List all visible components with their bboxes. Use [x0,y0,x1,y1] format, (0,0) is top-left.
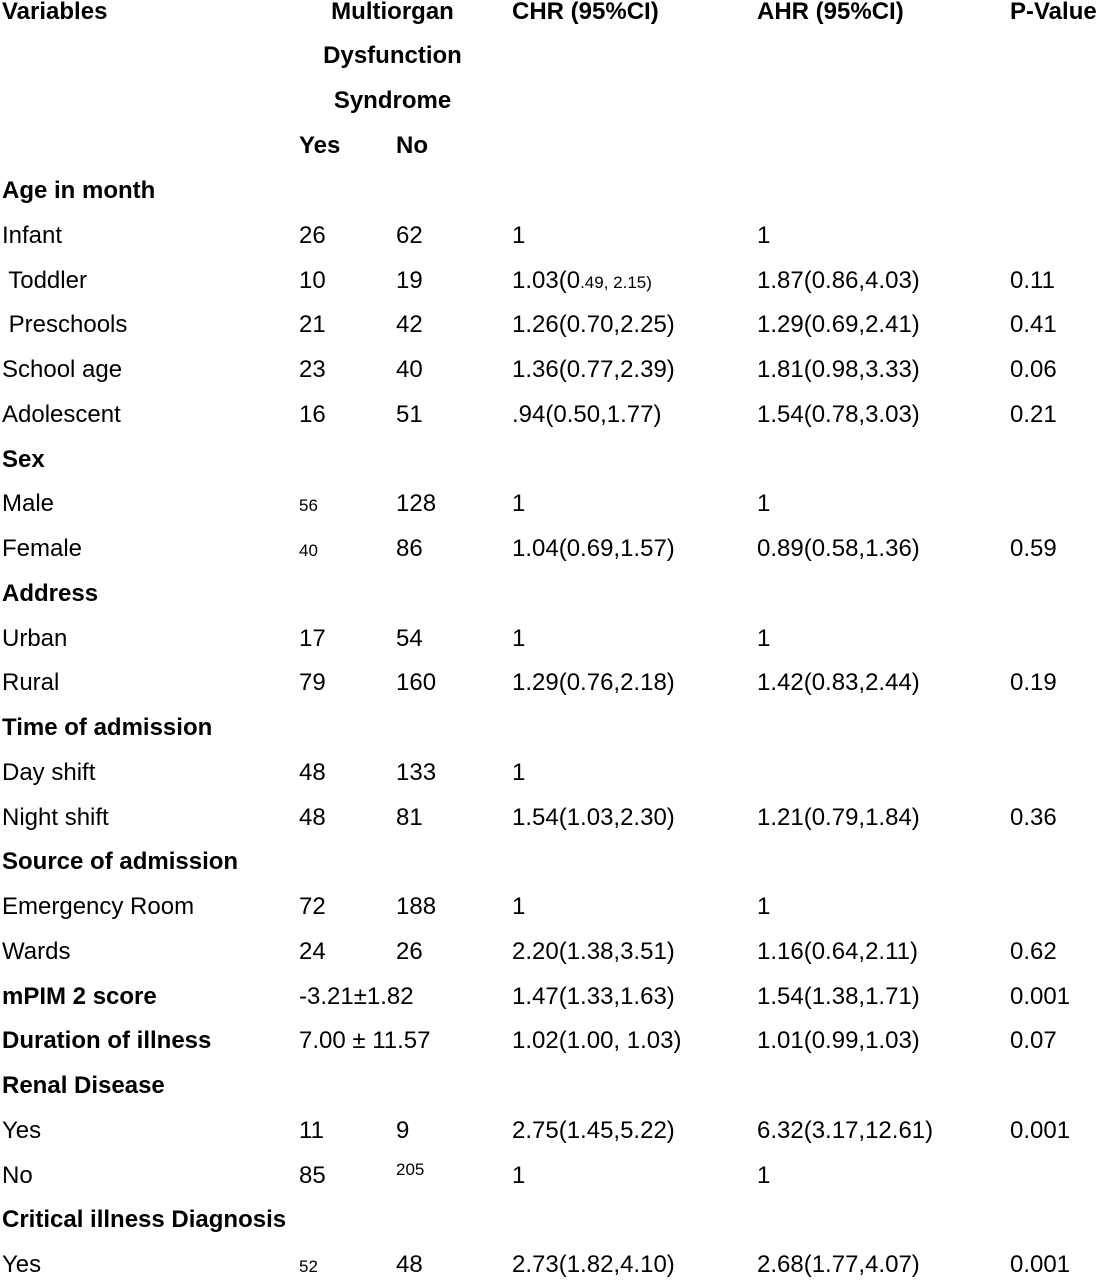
header-group-line3: Syndrome [333,87,452,114]
cell-no: 86 [396,535,423,562]
cell-no: 48 [396,1251,423,1278]
cell-no: 9 [396,1116,410,1144]
cell-chr: .94(0.50,1.77) [512,400,662,428]
cell-ahr: 1 [757,624,771,652]
cell-pvalue: 0.36 [1010,803,1057,831]
cell-yes: 56 [299,496,318,516]
cell-no: 205 [396,1159,425,1179]
cell-ahr: 1.54(1.38,1.71) [757,982,920,1010]
cell-chr: 1.04(0.69,1.57) [512,535,675,562]
cell-yes: 85 [299,1161,326,1189]
row-label: Toddler [2,266,87,294]
cell-yes: 21 [299,311,326,339]
cell-chr: 1.36(0.77,2.39) [512,356,675,383]
header-group-line1: Multiorgan [331,0,454,25]
row-group-label: Source of admission [2,848,239,876]
row-label: Female [2,535,83,562]
cell-yes: 72 [299,893,326,920]
cell-chr: 1.02(1.00, 1.03) [512,1027,682,1055]
cell-yes: 10 [299,266,326,294]
cell-yes: 79 [299,669,326,697]
cell-yes: 23 [299,356,326,383]
cell-yes: 24 [299,937,326,965]
cell-chr: 1 [512,758,526,786]
row-group-label: Sex [2,445,45,473]
row-group-label: Renal Disease [2,1072,165,1099]
row-group-label: Critical illness Diagnosis [2,1206,287,1234]
header-no: No [396,132,428,159]
row-label: Preschools [2,311,128,339]
cell-no: 133 [396,758,437,786]
row-group-label: Age in month [2,177,156,204]
cell-ahr: 1 [757,1161,771,1189]
header-pvalue: P-Value [1010,0,1097,25]
cell-ahr: 2.68(1.77,4.07) [757,1251,920,1278]
cell-no: 160 [396,669,437,697]
cell-ahr: 1.54(0.78,3.03) [757,400,920,428]
cell-no: 40 [396,356,423,383]
cell-pvalue: 0.001 [1010,1251,1071,1278]
cell-yes: 52 [299,1257,318,1276]
header-chr: CHR (95%CI) [512,0,659,25]
cell-chr: 1 [512,624,526,652]
row-label: Rural [2,669,60,697]
row-label: Emergency Room [2,893,195,920]
cell-chr: 1.03(0.49, 2.15) [512,266,652,294]
cell-yes: 40 [299,541,318,560]
cell-pvalue: 0.07 [1010,1027,1057,1055]
cell-chr: 1.26(0.70,2.25) [512,311,675,339]
cell-yes: 48 [299,758,326,786]
row-label: Male [2,490,55,518]
cell-no: 42 [396,311,423,339]
cell-ahr: 1.01(0.99,1.03) [757,1027,920,1055]
cell-ahr: 6.32(3.17,12.61) [757,1116,934,1144]
cell-ahr: 1.29(0.69,2.41) [757,311,920,339]
cell-pvalue: 0.62 [1010,937,1057,965]
cell-no: 188 [396,893,437,920]
header-yes: Yes [299,132,341,159]
cell-yes: 26 [299,221,326,249]
row-group-label: Time of admission [2,714,213,741]
cell-pvalue: 0.001 [1010,982,1071,1010]
cell-no: 62 [396,221,423,249]
row-group-label: mPIM 2 score [2,982,157,1010]
row-label: Day shift [2,758,96,786]
cell-ahr: 1 [757,893,771,920]
cell-no: 19 [396,266,423,294]
header-variables: Variables [2,0,108,25]
header-ahr: AHR (95%CI) [757,0,904,25]
cell-chr: 1 [512,1161,526,1189]
cell-pvalue: 0.59 [1010,535,1057,562]
row-label: Yes [2,1116,42,1144]
row-label: School age [2,356,123,383]
cell-yes: 17 [299,624,326,652]
row-label: Yes [2,1251,42,1278]
row-label: Urban [2,624,68,652]
cell-pvalue: 0.21 [1010,400,1057,428]
cell-chr: 2.20(1.38,3.51) [512,937,675,965]
cell-ahr: 0.89(0.58,1.36) [757,535,920,562]
cell-ahr: 1.16(0.64,2.11) [757,937,919,965]
cell-no: 54 [396,624,423,652]
cell-pvalue: 0.11 [1010,266,1055,294]
cell-chr: 1 [512,490,526,518]
cell-pvalue: 0.19 [1010,669,1057,697]
cell-chr: 2.75(1.45,5.22) [512,1116,675,1144]
row-group-label: Duration of illness [2,1027,212,1055]
cell-chr: 1 [512,893,526,920]
cell-no: 51 [396,400,423,428]
cell-ahr: 1.81(0.98,3.33) [757,356,920,383]
cell-chr: 2.73(1.82,4.10) [512,1251,675,1278]
row-label: Night shift [2,803,109,831]
cell-ahr: 1.87(0.86,4.03) [757,266,920,294]
cell-combined-value: 7.00 ± 11.57 [299,1027,431,1055]
cell-pvalue: 0.06 [1010,356,1057,383]
row-label: Infant [2,221,63,249]
cell-no: 26 [396,937,423,965]
header-group-line2: Dysfunction [323,42,462,69]
cell-ahr: 1.42(0.83,2.44) [757,669,920,697]
row-label: Wards [2,937,71,965]
cell-pvalue: 0.41 [1010,311,1057,339]
cell-ahr: 1.21(0.79,1.84) [757,803,920,831]
cell-chr: 1.47(1.33,1.63) [512,982,675,1010]
cell-chr: 1.29(0.76,2.18) [512,669,675,697]
cell-ahr: 1 [757,490,771,518]
row-label: Adolescent [2,400,121,428]
cell-chr: 1 [512,221,526,249]
cell-no: 81 [396,803,423,831]
row-label: No [2,1161,33,1189]
cell-yes: 16 [299,400,326,428]
cell-combined-value: -3.21±1.82 [299,982,414,1010]
cell-no: 128 [396,490,437,518]
cell-chr-small-part: .49, 2.15) [580,272,652,292]
cell-yes: 48 [299,803,326,831]
cell-yes: 11 [299,1116,324,1144]
cell-chr: 1.54(1.03,2.30) [512,803,675,831]
cell-ahr: 1 [757,221,771,249]
row-group-label: Address [2,579,99,607]
cell-pvalue: 0.001 [1010,1116,1071,1144]
